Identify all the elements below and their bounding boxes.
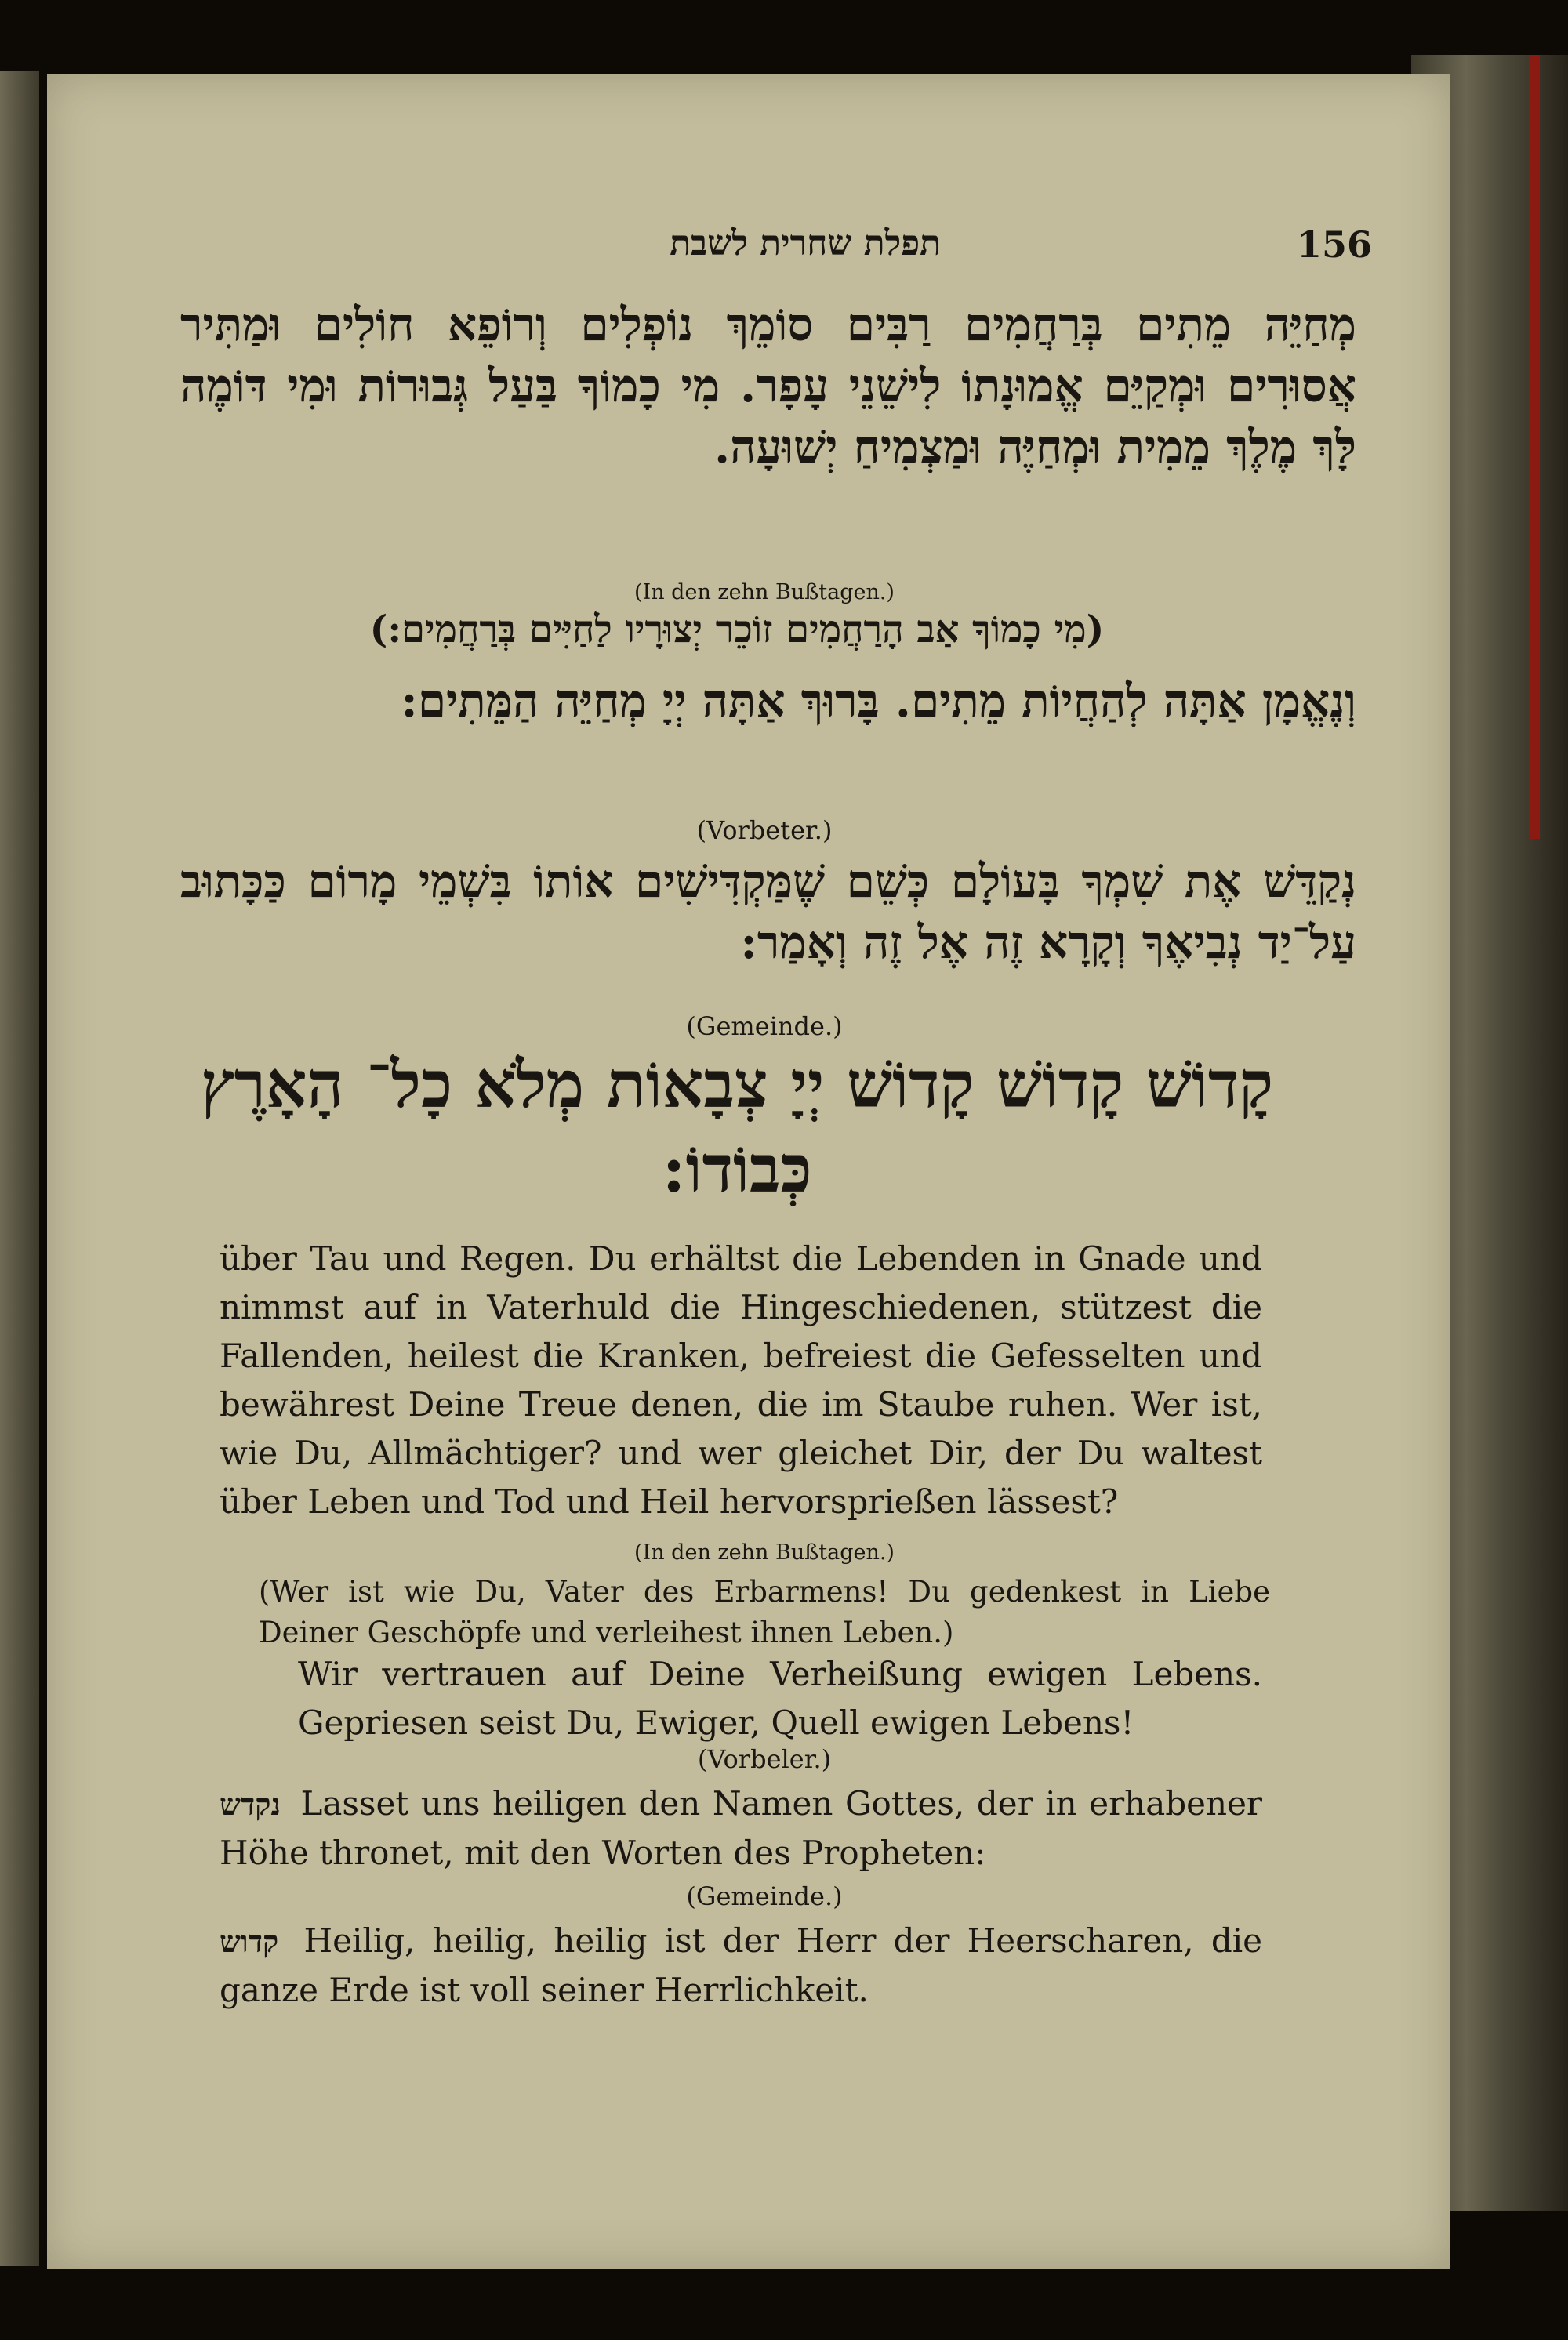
hebrew-paragraph-neeman: וְנֶאֱמָן אַתָּה לְהַחֲיוֹת מֵתִים. בָּרוּךְ אַתָּה יְיָ מְחַיֵּה הַמֵּתִים: (401, 674, 1356, 727)
hebrew-paragraph-nekadesh: נְקַדֵּשׁ אֶת שִׁמְךָ בָּעוֹלָם כְּשֵׁם שֶׁמַּקְדִּישִׁים אוֹתוֹ בִּשְׁמֵי מָרוֹם כַּכָּתוּב עַל־יַד נְבִיאֶךָ וְקָרָא זֶה אֶל זֶה וְאָמַר: (180, 854, 1356, 969)
hebrew-kadosh-verse: קָדוֹשׁ קָדוֹשׁ קָדוֹשׁ יְיָ צְבָאוֹת מְלֹא כָל־ הָאָרֶץ כְּבוֹדוֹ: (200, 1047, 1274, 1207)
german-paragraph-vertrauen: Wir vertrauen auf Deine Verheißung ewigen Lebens. Gepriesen seist Du, Ewiger, Quell ewigen Lebens! (298, 1655, 1262, 1742)
header-title: תפלת שחרית לשבת (670, 223, 941, 263)
german-paragraph-heilig (220, 1917, 1262, 2015)
hebrew-tag-kadosh: קדוש (220, 1924, 279, 1959)
german-bustagen-text: (Wer ist wie Du, Vater des Erbarmens! Du gedenkest in Liebe Deiner Geschöpfe und verleihest ihnen Leben.) (259, 1575, 1270, 1649)
red-ribbon (1529, 55, 1540, 839)
label-bustagen-german: (In den zehn Bußtagen.) (634, 1540, 895, 1565)
german-paragraph-main: über Tau und Regen. Du erhältst die Lebenden in Gnade und nimmst auf in Vaterhuld die Hingeschiedenen, stützest die Fallenden, heilest die Kranken, befreiest die Gefesselten und bewährest Deine Treue denen, die im Staube ruhen. Wer ist, wie Du, Allmächtiger? und wer gleichet Dir, der Du waltest über Leben und Tod und Heil hervorsprießen lässest? (220, 1239, 1262, 1521)
page-number: 156 (1296, 223, 1372, 266)
german-lasset-text: Lasset uns heiligen den Namen Gottes, der in erhabener Höhe thronet, mit den Worten des Propheten: (220, 1784, 1262, 1872)
label-gemeinde-2: (Gemeinde.) (686, 1881, 843, 1911)
hebrew-paragraph-mechaye: מְחַיֵּה מֵתִים בְּרַחֲמִים רַבִּים סוֹמֵךְ נוֹפְלִים וְרוֹפֵא חוֹלִים וּמַתִּיר אֲסוּרִים וּמְקַיֵּם אֱמוּנָתוֹ לִישֵׁנֵי עָפָר. מִי כָמוֹךָ בַּעַל גְּבוּרוֹת וּמִי דּוֹמֶה לָּךְ מֶלֶךְ מֵמִית וּמְחַיֶּה וּמַצְמִיחַ יְשׁוּעָה. (180, 298, 1356, 473)
label-bustagen-hebrew: (In den zehn Bußtagen.) (634, 580, 895, 604)
german-heilig-text: Heilig, heilig, heilig ist der Herr der Heerscharen, die ganze Erde ist voll seiner Herrlichkeit. (220, 1921, 1262, 2009)
label-vorbeter: (Vorbeter.) (696, 815, 833, 845)
book-page (47, 74, 1450, 2269)
label-vorbeler: (Vorbeler.) (697, 1744, 832, 1774)
hebrew-bustagen-line: (מִי כָמוֹךָ אַב הָרַחֲמִים זוֹכֵר יְצוּרָיו לַחַיִּים בְּרַחֲמִים:) (369, 608, 1105, 651)
hebrew-tag-nekadesh: נקדש (220, 1787, 281, 1822)
running-header (47, 223, 1450, 286)
label-gemeinde: (Gemeinde.) (686, 1011, 843, 1041)
page-content (47, 74, 1450, 2269)
german-paragraph-lasset (220, 1779, 1262, 1877)
left-page-edge (0, 71, 39, 2266)
